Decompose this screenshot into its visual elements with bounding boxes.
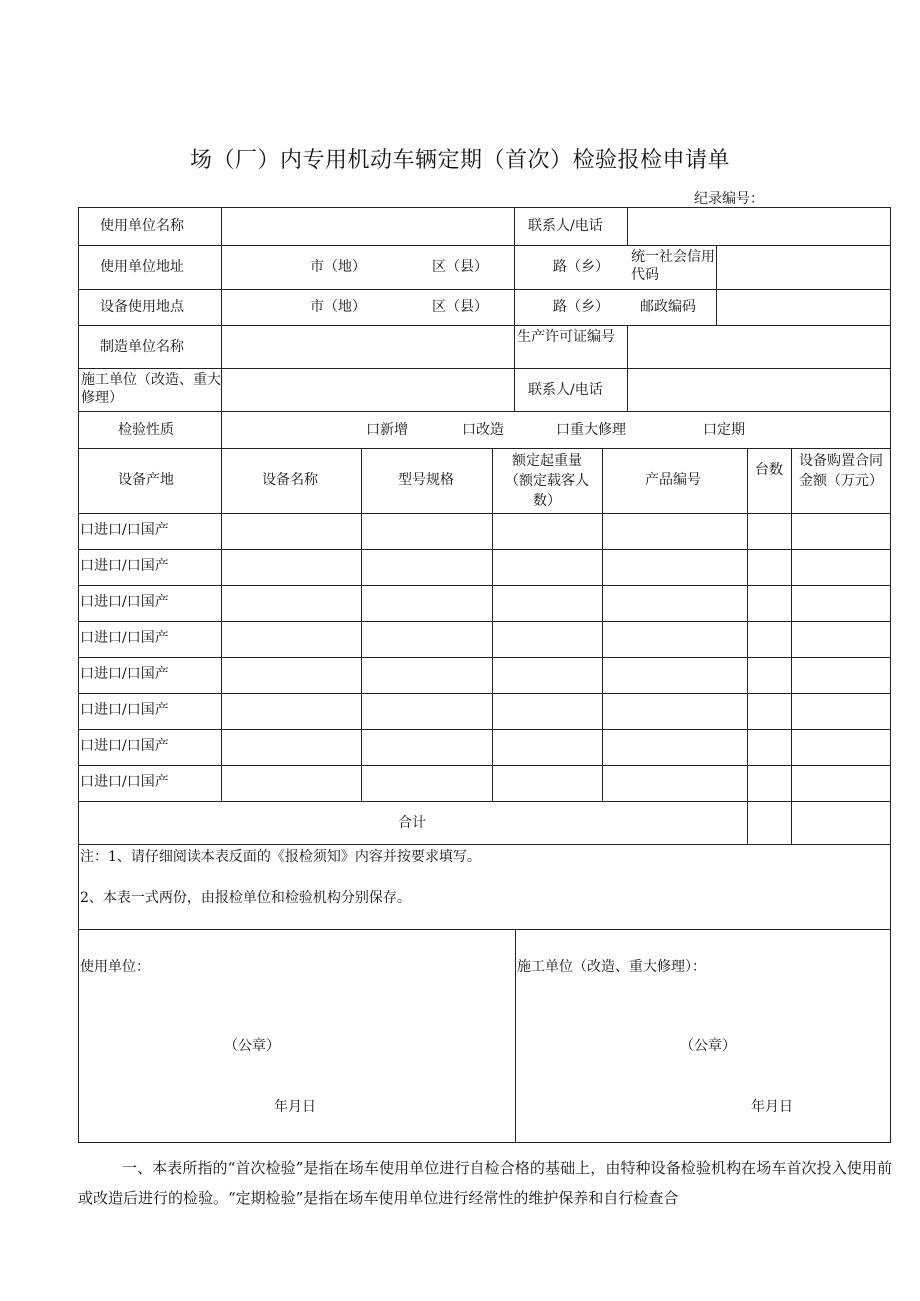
label-constructor: 施工单位（改造、重大修理） xyxy=(81,372,221,406)
label-user-unit-address: 使用单位地址 xyxy=(100,259,184,275)
total-label: 合计 xyxy=(398,815,426,831)
row-origin-7[interactable]: 口进口/口国产 xyxy=(80,738,169,754)
page-title: 场（厂）内专用机动车辆定期（首次）检验报检申请单 xyxy=(189,148,730,173)
label-inspection-type: 检验性质 xyxy=(118,422,174,438)
row-origin-4[interactable]: 口进口/口国产 xyxy=(80,630,169,646)
signature-user-unit-label: 使用单位： xyxy=(80,959,150,975)
address-city: 市（地） xyxy=(310,259,366,275)
note-2: 2、本表一式两份，由报检单位和检验机构分别保存。 xyxy=(80,890,411,906)
location-district: 区（县） xyxy=(432,299,488,315)
label-contact-phone-2: 联系人/电话 xyxy=(528,382,603,398)
header-model-spec: 型号规格 xyxy=(398,472,454,488)
row-origin-5[interactable]: 口进口/口国产 xyxy=(80,666,169,682)
header-quantity: 台数 xyxy=(755,462,783,478)
checkbox-periodic[interactable]: 口定期 xyxy=(703,422,745,438)
header-contract-amount: 设备购置合同金额（万元） xyxy=(799,453,883,489)
signature-constructor-label: 施工单位（改造、重大修理）： xyxy=(517,959,706,975)
row-origin-6[interactable]: 口进口/口国产 xyxy=(80,702,169,718)
header-product-number: 产品编号 xyxy=(645,472,701,488)
instructions-paragraph: 一、本表所指的“首次检验”是指在场车使用单位进行自检合格的基础上，由特种设备检验机构在场车首次投入使用前或改造后进行的检验。“定期检验”是指在场车使用单位进行经常性的维护保养和自行检查合 xyxy=(78,1159,892,1207)
checkbox-major-repair[interactable]: 口重大修理 xyxy=(556,422,626,438)
address-district: 区（县） xyxy=(432,259,488,275)
date-right: 年月日 xyxy=(751,1099,793,1115)
label-user-unit-name: 使用单位名称 xyxy=(100,218,184,234)
date-left: 年月日 xyxy=(274,1099,316,1115)
label-license-number: 生产许可证编号 xyxy=(517,329,615,345)
row-origin-1[interactable]: 口进口/口国产 xyxy=(80,522,169,538)
row-origin-2[interactable]: 口进口/口国产 xyxy=(80,558,169,574)
address-road: 路（乡） xyxy=(553,259,609,275)
checkbox-new[interactable]: 口新增 xyxy=(366,422,408,438)
location-city: 市（地） xyxy=(310,299,366,315)
header-equipment-name: 设备名称 xyxy=(262,472,318,488)
row-origin-8[interactable]: 口进口/口国产 xyxy=(80,774,169,790)
label-manufacturer: 制造单位名称 xyxy=(100,339,184,355)
label-credit-code: 统一社会信用代码 xyxy=(631,249,715,283)
checkbox-modification[interactable]: 口改造 xyxy=(462,422,504,438)
note-1: 注：1、请仔细阅读本表反面的《报检须知》内容并按要求填写。 xyxy=(80,849,481,865)
seal-left: （公章） xyxy=(224,1038,280,1054)
seal-right: （公章） xyxy=(680,1038,736,1054)
label-equipment-location: 设备使用地点 xyxy=(100,299,184,315)
record-number-label: 纪录编号： xyxy=(694,191,764,207)
label-contact-phone: 联系人/电话 xyxy=(528,218,603,234)
location-road: 路（乡） xyxy=(553,299,609,315)
row-origin-3[interactable]: 口进口/口国产 xyxy=(80,594,169,610)
header-origin: 设备产地 xyxy=(118,472,174,488)
label-postcode: 邮政编码 xyxy=(640,299,696,315)
header-rated-capacity: 额定起重量（额定载客人数） xyxy=(505,453,589,509)
